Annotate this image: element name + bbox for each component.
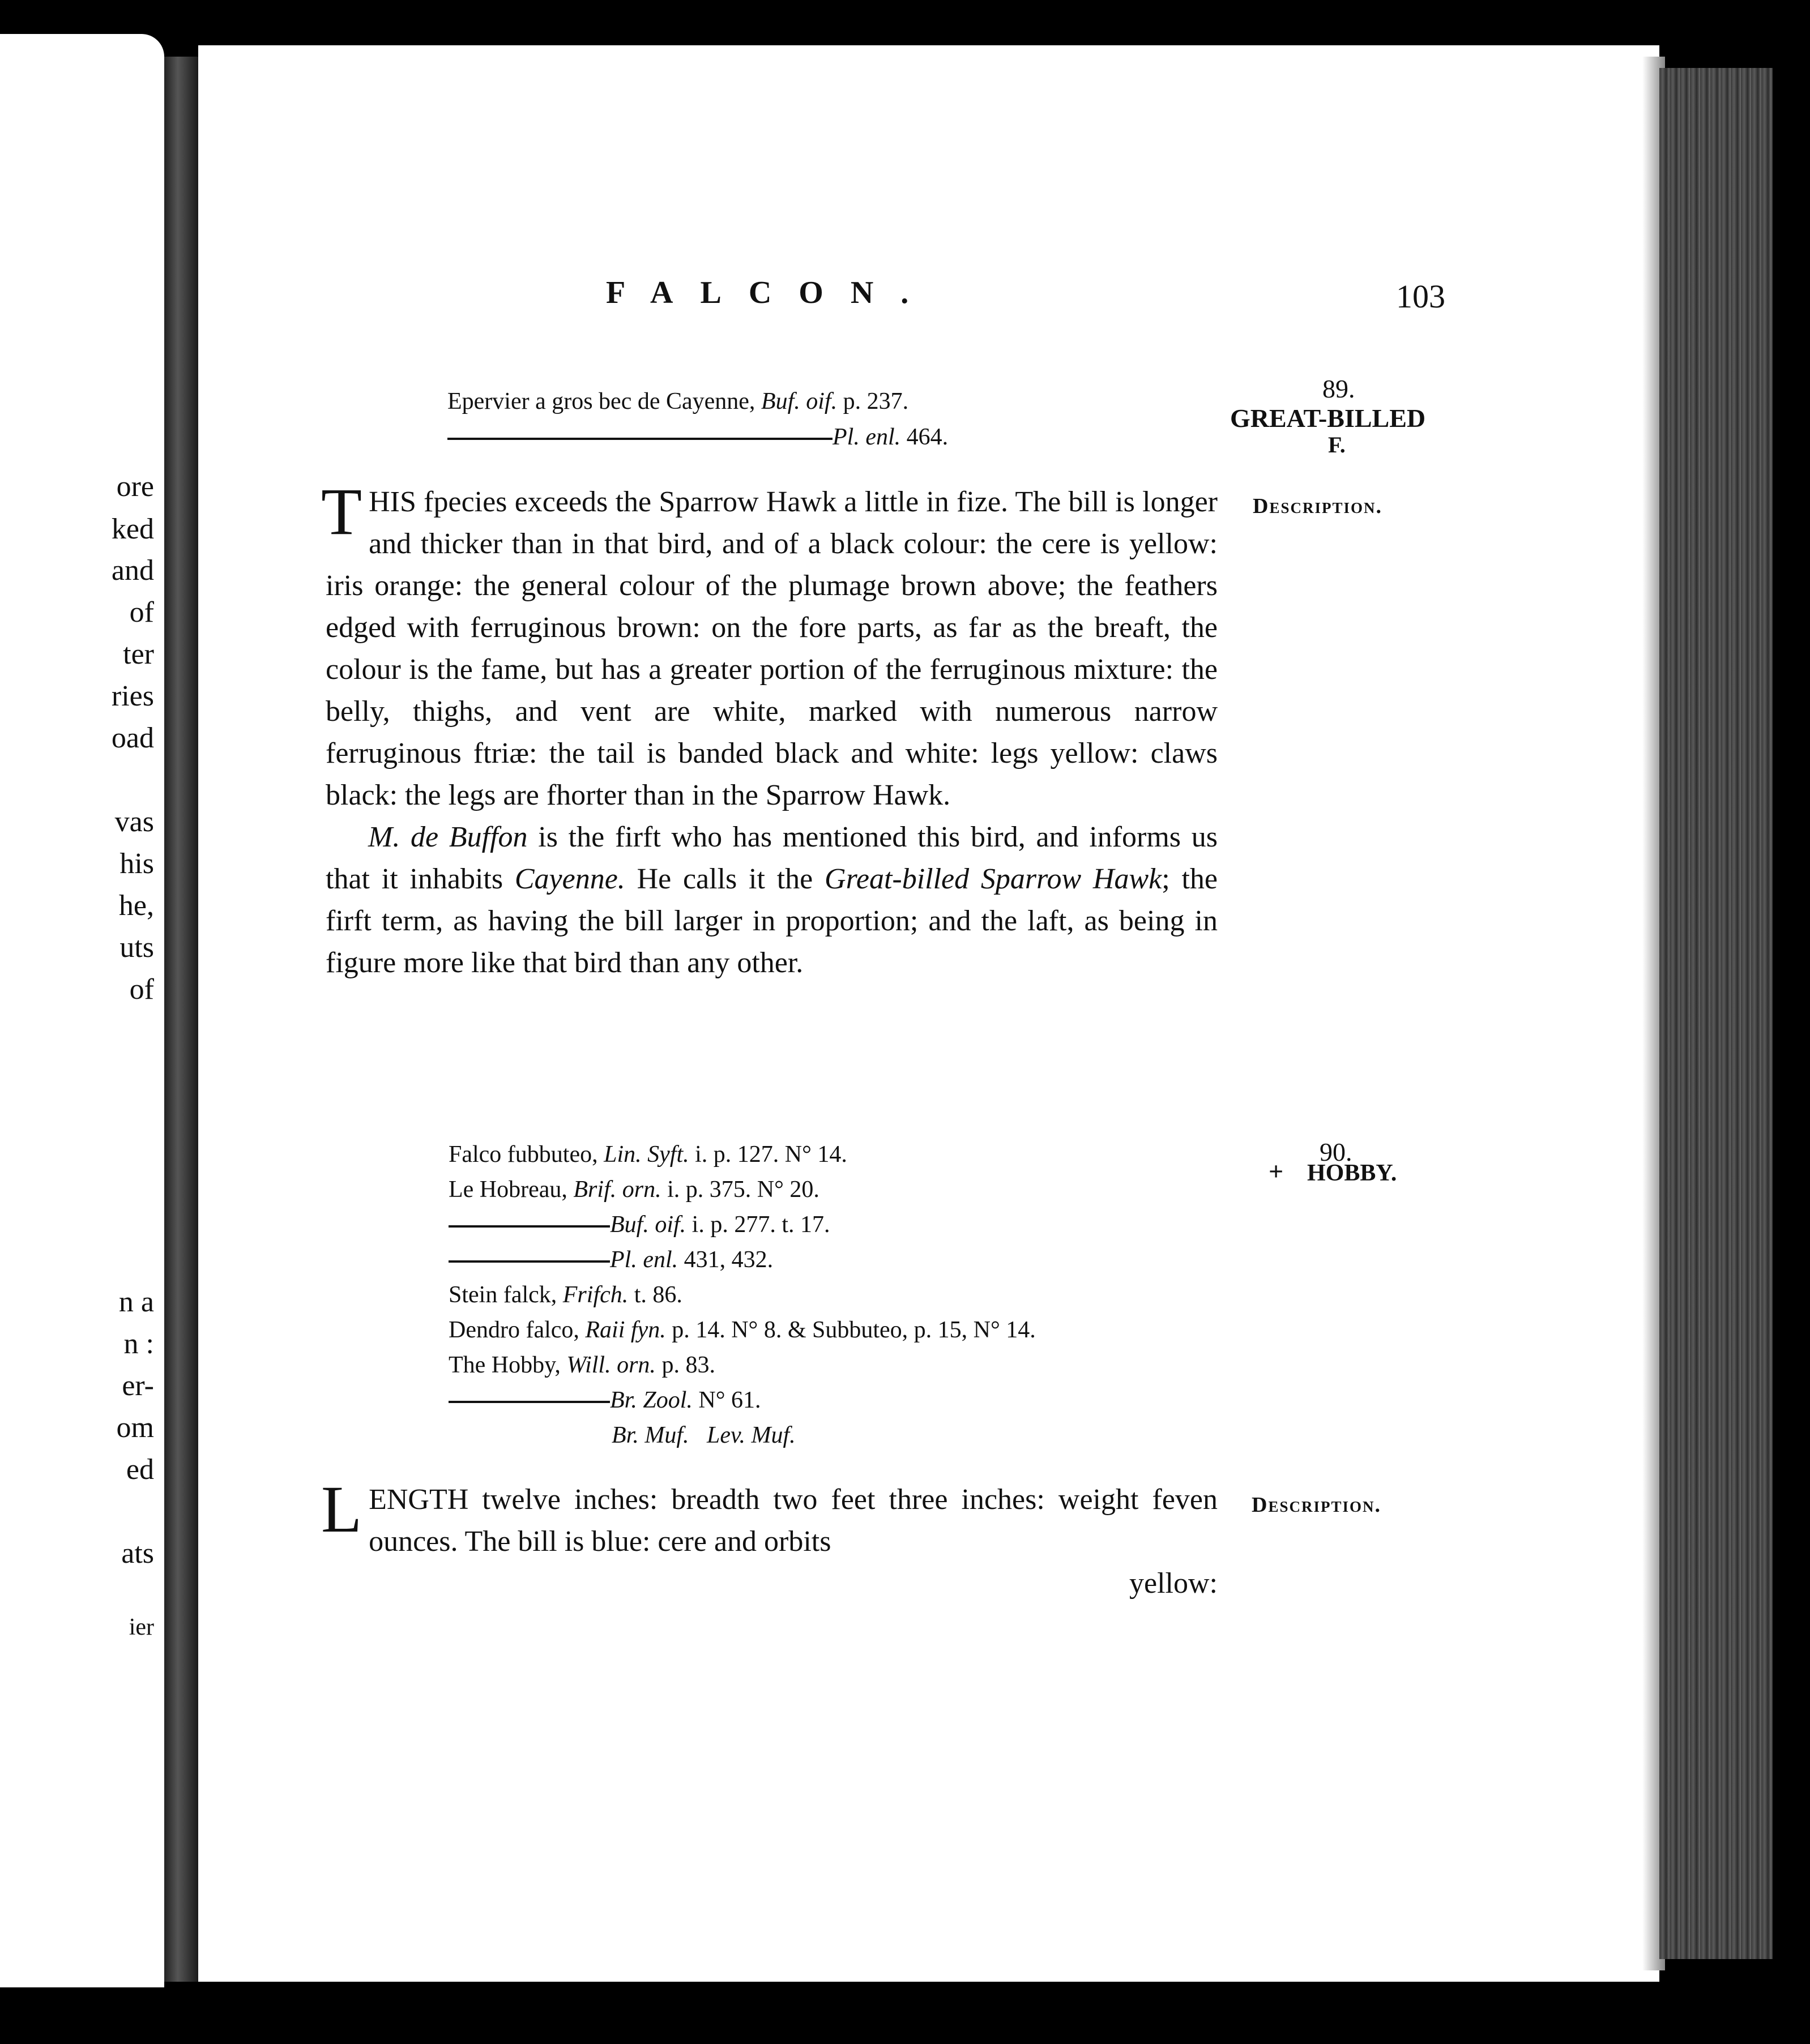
prev-fragment: om [116, 1412, 154, 1444]
prev-fragment: n a [118, 1286, 154, 1318]
prev-fragment: ries [111, 680, 154, 712]
synonym-line: Le Hobreau, Brif. orn. i. p. 375. N° 20. [449, 1177, 819, 1203]
drop-cap: L [321, 1472, 362, 1546]
ditto-rule [449, 1260, 610, 1263]
synonym-line: Falco fubbuteo, Lin. Syft. i. p. 127. N° 14. [449, 1141, 847, 1168]
entry-mark: + [1269, 1157, 1284, 1186]
prev-fragment: ier [129, 1614, 154, 1640]
prev-fragment: uts [119, 931, 154, 964]
synonym-line: Br. Muf. Lev. Muf. [612, 1422, 796, 1448]
synonym-line: The Hobby, Will. orn. p. 83. [449, 1352, 715, 1378]
prev-fragment: oad [111, 722, 154, 754]
prev-fragment: ked [111, 513, 154, 545]
catchword: yellow: [1129, 1567, 1218, 1600]
prev-fragment: and [111, 554, 154, 587]
paragraph: LENGTH twelve inches: breadth two feet three inches: weight feven ounces. The bill is blue: cere and orbits [321, 1472, 1218, 1558]
page-block-edge [1659, 68, 1773, 1959]
prev-fragment: n : [123, 1328, 154, 1360]
prev-fragment: vas [114, 806, 154, 838]
entry-name-abbrev: F. [1328, 432, 1346, 457]
synonym-line: Br. Zool. N° 61. [449, 1387, 761, 1414]
paragraph: M. de Buffon is the firft who has mentioned this bird, and informs us that it inhabits Cayenne. He calls it the Great-billed Sparrow Hawk; the firft term, as having the bill larger in proportion; and the laft, as being in figure more like that bird than any other. [326, 821, 1218, 979]
entry-number: 90. [1320, 1138, 1352, 1166]
page-number: 103 [1396, 278, 1445, 315]
book-gutter [164, 57, 198, 1982]
book-page [198, 45, 1659, 1982]
prev-fragment: his [119, 848, 154, 880]
entry-number: 89. [1322, 374, 1355, 403]
synonym-line: Buf. oif. i. p. 277. t. 17. [449, 1211, 830, 1238]
ditto-rule [447, 438, 833, 440]
margin-label: Description. [1253, 494, 1382, 518]
entry-text [321, 1472, 1218, 1605]
prev-fragment: ats [121, 1537, 154, 1570]
prev-fragment: ter [123, 638, 154, 670]
entry-text [321, 474, 1218, 984]
entry-name: GREAT-BILLED [1230, 404, 1426, 433]
prev-fragment: ore [116, 471, 154, 503]
ditto-rule [449, 1401, 610, 1403]
running-title: FALCON. [606, 275, 936, 310]
paragraph: THIS fpecies exceeds the Sparrow Hawk a little in fize. The bill is longer and thicker than in that bird, and of a black colour: the cere is yellow: iris orange: the general colour of the plumage brown above; the feathers edged with ferruginous brown: on the fore parts, as far as the breaft, the colour is the fame, but has a greater portion of the ferruginous mixture: the belly, thighs, and vent are white, marked with numerous narrow ferruginous ftriæ: the tail is banded black and white: legs yellow: claws black: the legs are fhorter than in the Sparrow Hawk. [321, 474, 1218, 811]
synonym-line: Stein falck, Frifch. t. 86. [449, 1282, 682, 1308]
synonym-line: Dendro falco, Raii fyn. p. 14. N° 8. & Subbuteo, p. 15, N° 14. [449, 1317, 1036, 1343]
prev-fragment: er- [122, 1370, 154, 1402]
previous-page-edge [0, 34, 164, 1987]
synonym-line: Epervier a gros bec de Cayenne, Buf. oif. p. 237. [447, 388, 909, 414]
margin-label: Description. [1252, 1493, 1381, 1517]
prev-fragment: of [129, 596, 154, 628]
synonym-line: Pl. enl. 464. [447, 424, 948, 451]
synonym-line: Pl. enl. 431, 432. [449, 1246, 773, 1273]
prev-fragment: of [129, 973, 154, 1006]
prev-fragment: he, [118, 890, 154, 922]
entry-name: HOBBY. [1307, 1160, 1397, 1186]
prev-fragment: ed [126, 1453, 154, 1486]
drop-cap: T [321, 474, 362, 549]
ditto-rule [449, 1225, 610, 1228]
